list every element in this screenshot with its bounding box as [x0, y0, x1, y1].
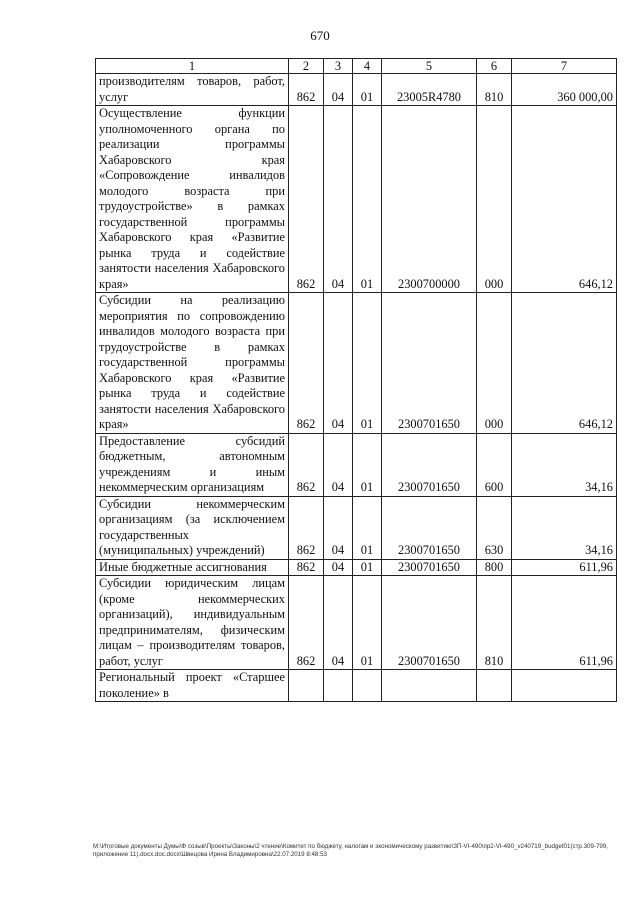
cell-section: 04 [324, 106, 353, 293]
cell-section [324, 670, 353, 702]
cell-subsection: 01 [353, 293, 382, 434]
cell-amount: 360 000,00 [512, 74, 617, 106]
cell-subsection: 01 [353, 559, 382, 576]
table-header-row [96, 59, 617, 74]
column-header: 7 [512, 59, 617, 74]
cell-subsection: 01 [353, 496, 382, 559]
cell-subsection: 01 [353, 74, 382, 106]
cell-expense-type: 810 [477, 576, 512, 670]
cell-expense-type: 600 [477, 433, 512, 496]
table-row [96, 576, 617, 670]
cell-section: 04 [324, 74, 353, 106]
cell-expense-type [477, 670, 512, 702]
cell-ministry-code: 862 [289, 576, 324, 670]
column-header: 5 [382, 59, 477, 74]
cell-ministry-code: 862 [289, 496, 324, 559]
cell-target-article [382, 670, 477, 702]
cell-amount: 646,12 [512, 106, 617, 293]
cell-ministry-code: 862 [289, 433, 324, 496]
cell-amount [512, 670, 617, 702]
cell-section: 04 [324, 559, 353, 576]
cell-target-article: 2300701650 [382, 576, 477, 670]
table-row [96, 74, 617, 106]
table-row [96, 559, 617, 576]
row-name: Иные бюджетные ассигнования [96, 559, 289, 576]
table-row [96, 670, 617, 702]
cell-ministry-code: 862 [289, 74, 324, 106]
cell-amount: 611,96 [512, 576, 617, 670]
cell-amount: 611,96 [512, 559, 617, 576]
cell-target-article: 2300700000 [382, 106, 477, 293]
cell-subsection [353, 670, 382, 702]
row-name: производителям товаров, работ, услуг [96, 74, 289, 106]
cell-expense-type: 000 [477, 293, 512, 434]
cell-ministry-code: 862 [289, 293, 324, 434]
cell-expense-type: 810 [477, 74, 512, 106]
row-name: Субсидии на реализацию мероприятия по сопровождению инвалидов молодого возраста при трудоустройстве в рамках государственной программы Хабаровского края «Развитие рынка труда и содействие занятости населения Хабаровского края» [96, 293, 289, 434]
table-row [96, 293, 617, 434]
cell-ministry-code: 862 [289, 559, 324, 576]
cell-section: 04 [324, 433, 353, 496]
cell-expense-type: 800 [477, 559, 512, 576]
cell-target-article: 2300701650 [382, 433, 477, 496]
cell-target-article: 23005R4780 [382, 74, 477, 106]
cell-target-article: 2300701650 [382, 496, 477, 559]
cell-amount: 34,16 [512, 496, 617, 559]
cell-amount: 34,16 [512, 433, 617, 496]
column-header: 3 [324, 59, 353, 74]
row-name: Осуществление функции уполномоченного органа по реализации программы Хабаровского края «Сопровождение инвалидов молодого возраста при трудоустройстве» в рамках государственной программы Хабаровского края «Развитие рынка труда и содействие занятости населения Хабаровского края» [96, 106, 289, 293]
cell-ministry-code [289, 670, 324, 702]
row-name: Предоставление субсидий бюджетным, автономным учреждениям и иным некоммерческим организациям [96, 433, 289, 496]
cell-target-article: 2300701650 [382, 559, 477, 576]
budget-table [95, 58, 617, 702]
table-row [96, 433, 617, 496]
document-path-footer: М:\Итоговые документы Думы\Ф созыв\Проекты\Законы\2 чтение\Комитет по бюджету, налогам и экономическому развитию\ЗП-VI-490\пр2-VI-490_v240719_budget01(стр.309-799, приложение 11).docx.doc.docx\Швецова Ирина Владимировна\22.07.2019 8:48:53 [93, 843, 609, 858]
cell-section: 04 [324, 576, 353, 670]
cell-subsection: 01 [353, 576, 382, 670]
row-name: Субсидии юридическим лицам (кроме некоммерческих организаций), индивидуальным предпринимателям, физическим лицам – производителям товаров, работ, услуг [96, 576, 289, 670]
column-header: 2 [289, 59, 324, 74]
column-header: 4 [353, 59, 382, 74]
page-number: 670 [310, 28, 330, 43]
table-row [96, 496, 617, 559]
cell-subsection: 01 [353, 433, 382, 496]
row-name: Субсидии некоммерческим организациям (за исключением государственных (муниципальных) учреждений) [96, 496, 289, 559]
scan-corner-mark [574, 0, 634, 6]
cell-subsection: 01 [353, 106, 382, 293]
column-header: 6 [477, 59, 512, 74]
table-row [96, 106, 617, 293]
cell-section: 04 [324, 496, 353, 559]
row-name: Региональный проект «Старшее поколение» в [96, 670, 289, 702]
cell-expense-type: 630 [477, 496, 512, 559]
cell-amount: 646,12 [512, 293, 617, 434]
cell-section: 04 [324, 293, 353, 434]
column-header: 1 [96, 59, 289, 74]
cell-target-article: 2300701650 [382, 293, 477, 434]
cell-expense-type: 000 [477, 106, 512, 293]
cell-ministry-code: 862 [289, 106, 324, 293]
